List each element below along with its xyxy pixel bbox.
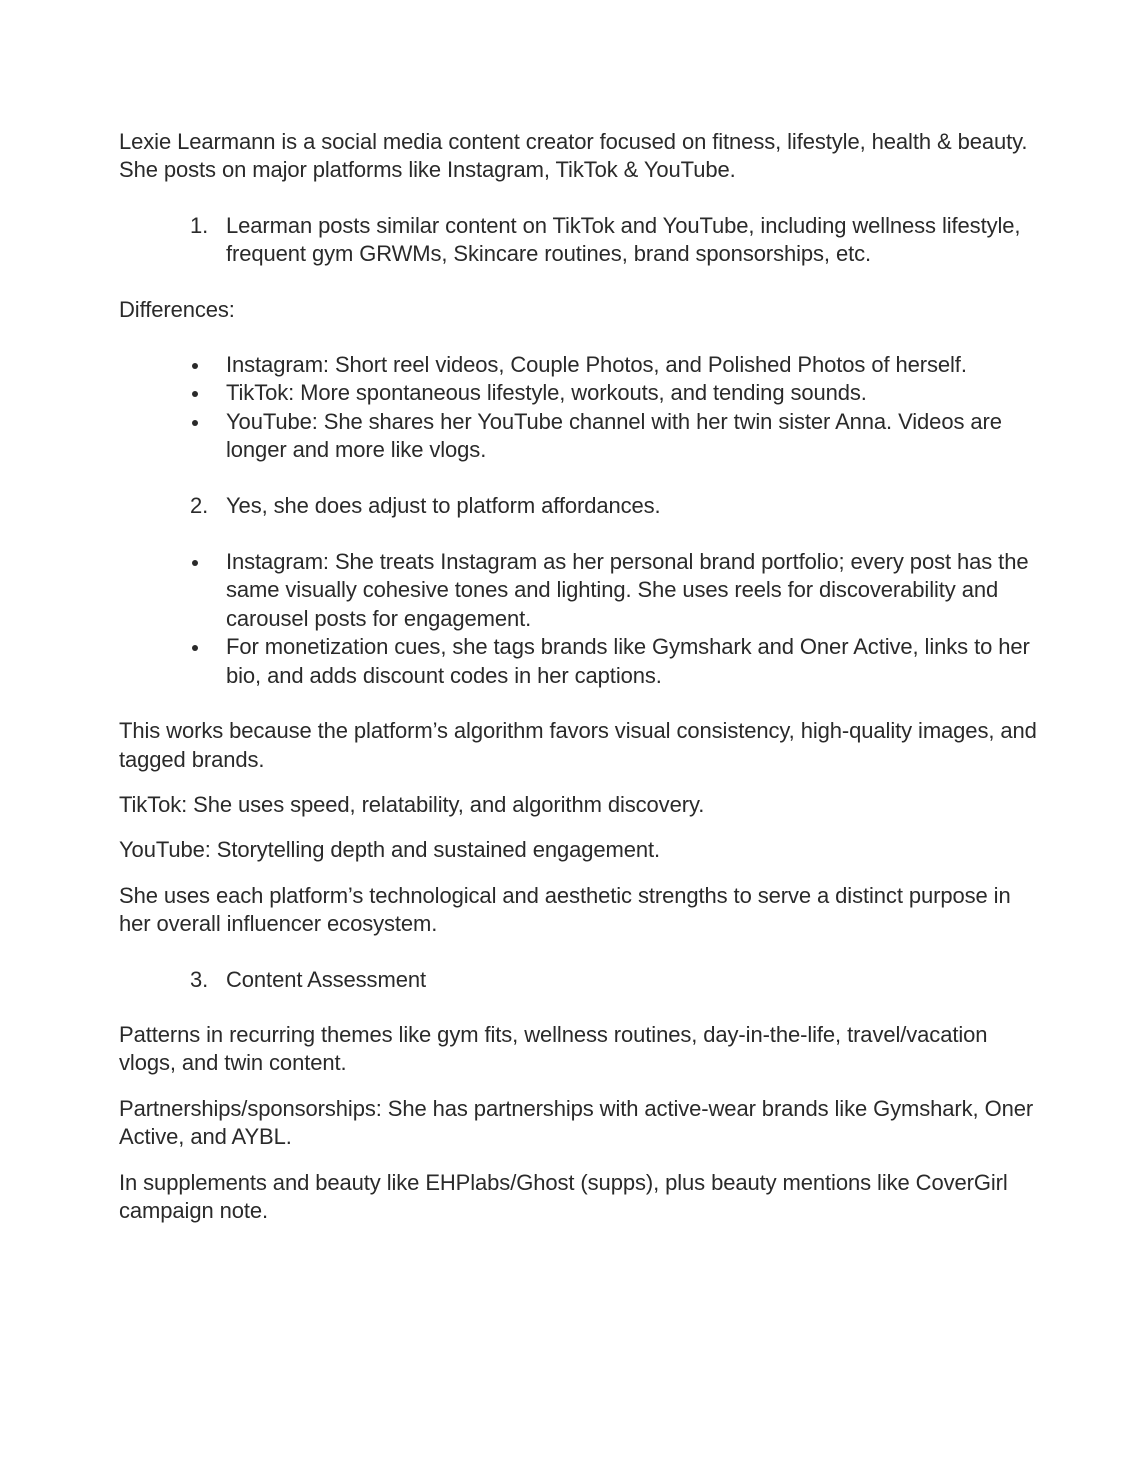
bullet-icon (192, 391, 198, 397)
numbered-item-1 (119, 212, 1039, 269)
bullet-icon (192, 645, 198, 651)
numbered-item-3 (119, 966, 1039, 994)
item-number: 2. (190, 492, 209, 518)
intro-paragraph: Lexie Learmann is a social media content creator focused on fitness, lifestyle, health & beauty. She posts on major platforms like Instagram, TikTok & YouTube. (119, 129, 1028, 183)
list-item: YouTube: She shares her YouTube channel with her twin sister Anna. Videos are longer and more like vlogs. (119, 408, 1039, 465)
youtube-paragraph: YouTube: Storytelling depth and sustained engagement. (119, 837, 661, 863)
works-because-paragraph: This works because the platform’s algorithm favors visual consistency, high-quality images, and tagged brands. (119, 718, 1037, 772)
item-number: 3. (190, 966, 209, 992)
list-item: For monetization cues, she tags brands like Gymshark and Oner Active, links to her bio, and adds discount codes in her captions. (119, 633, 1039, 690)
item-text: Learman posts similar content on TikTok and YouTube, including wellness lifestyle, frequent gym GRWMs, Skincare routines, brand sponsorships, etc. (226, 212, 1021, 267)
numbered-item-2 (119, 492, 1039, 520)
list-item: Instagram: Short reel videos, Couple Photos, and Polished Photos of herself. (119, 351, 1039, 379)
list-item: Instagram: She treats Instagram as her personal brand portfolio; every post has the same visually cohesive tones and lighting. She uses reels for discoverability and carousel posts for engagement. (119, 548, 1039, 633)
item-text: Yes, she does adjust to platform affordances. (226, 492, 661, 518)
bullet-icon (192, 363, 198, 369)
tiktok-paragraph: TikTok: She uses speed, relatability, and algorithm discovery. (119, 791, 705, 817)
differences-list (119, 351, 1039, 465)
differences-heading: Differences: (119, 296, 235, 322)
partnerships-paragraph: Partnerships/sponsorships: She has partnerships with active-wear brands like Gymshark, Oner Active, and AYBL. (119, 1095, 1034, 1150)
supplements-paragraph: In supplements and beauty like EHPlabs/Ghost (supps), plus beauty mentions like CoverGirl campaign note. (119, 1169, 1008, 1223)
patterns-paragraph: Patterns in recurring themes like gym fits, wellness routines, day-in-the-life, travel/vacation vlogs, and twin content. (119, 1021, 988, 1076)
list-item: TikTok: More spontaneous lifestyle, workouts, and tending sounds. (119, 379, 1039, 407)
bullet-icon (192, 420, 198, 426)
document-body (119, 128, 1039, 1242)
affordances-list (119, 548, 1039, 690)
item-text: Content Assessment (226, 966, 426, 992)
ecosystem-paragraph: She uses each platform’s technological and aesthetic strengths to serve a distinct purpose in her overall influencer ecosystem. (119, 882, 1011, 937)
bullet-icon (192, 560, 198, 566)
item-number: 1. (190, 212, 209, 238)
